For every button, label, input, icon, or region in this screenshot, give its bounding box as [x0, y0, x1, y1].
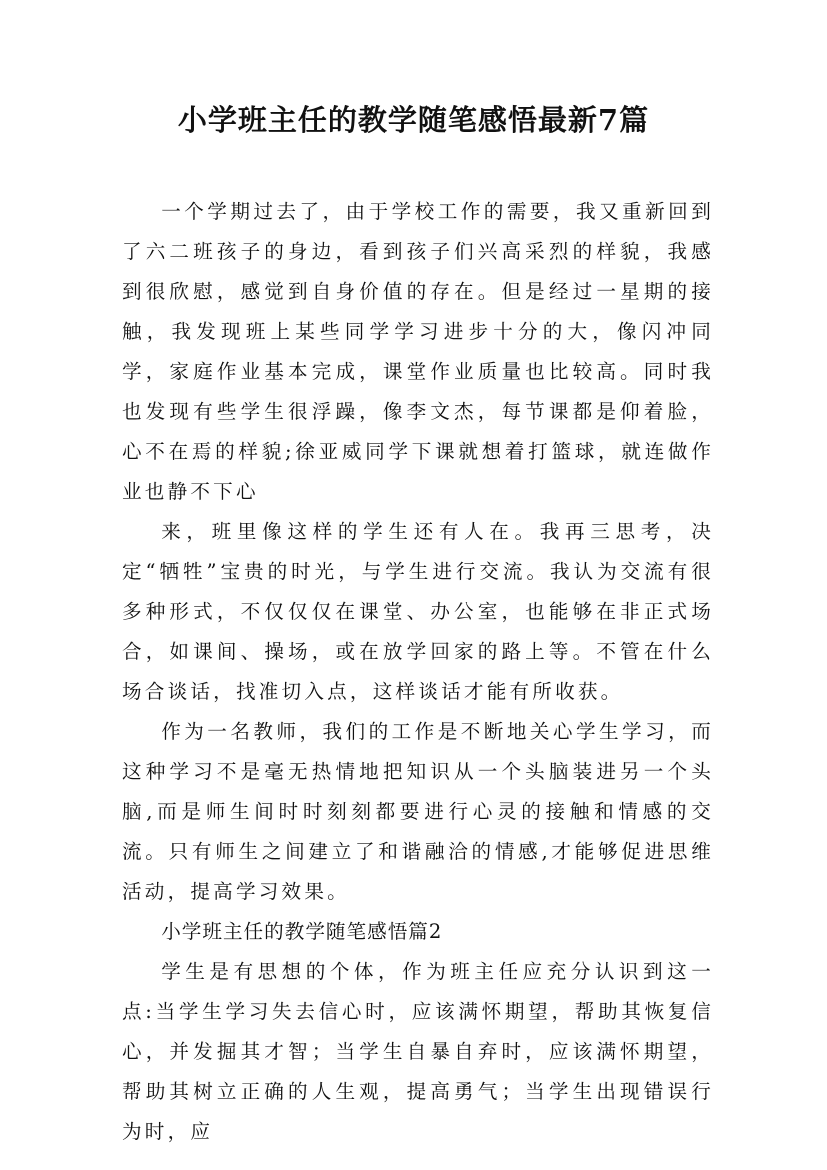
document-title: 小学班主任的教学随笔感悟最新7篇: [177, 103, 650, 137]
paragraph-1: 一个学期过去了，由于学校工作的需要，我又重新回到了六二班孩子的身边，看到孩子们兴高采烈的样貌，我感到很欣慰，感觉到自身价值的存在。但是经过一星期的接触，我发现班上某些同学学习进步十分的大，像闪冲同学，家庭作业基本完成，课堂作业质量也比较高。同时我也发现有些学生很浮躁，像李文杰，每节课都是仰着脸，心不在焉的样貌;徐亚威同学下课就想着打篮球，就连做作业也静不下心: [122, 200, 714, 503]
paragraph-2: 来，班里像这样的学生还有人在。我再三思考，决定“牺牲”宝贵的时光，与学生进行交流。我认为交流有很多种形式，不仅仅仅在课堂、办公室，也能够在非正式场合，如课间、操场，或在放学回家的路上等。不管在什么场合谈话，找准切入点，这样谈话才能有所收获。: [122, 520, 714, 703]
section-heading-2: 小学班主任的教学随笔感悟篇2: [161, 920, 443, 943]
paragraph-3: 作为一名教师，我们的工作是不断地关心学生学习，而这种学习不是毫无热情地把知识从一个头脑装进另一个头脑,而是师生间时时刻刻都要进行心灵的接触和情感的交流。只有师生之间建立了和谐融洽的情感,才能够促进思维活动，提高学习效果。: [122, 720, 714, 903]
paragraph-4: 学生是有思想的个体，作为班主任应充分认识到这一点:当学生学习失去信心时，应该满怀期望，帮助其恢复信心，并发掘其才智；当学生自暴自弃时，应该满怀期望，帮助其树立正确的人生观，提高勇气；当学生出现错误行为时，应: [122, 960, 714, 1143]
document-body: [122, 192, 714, 1152]
